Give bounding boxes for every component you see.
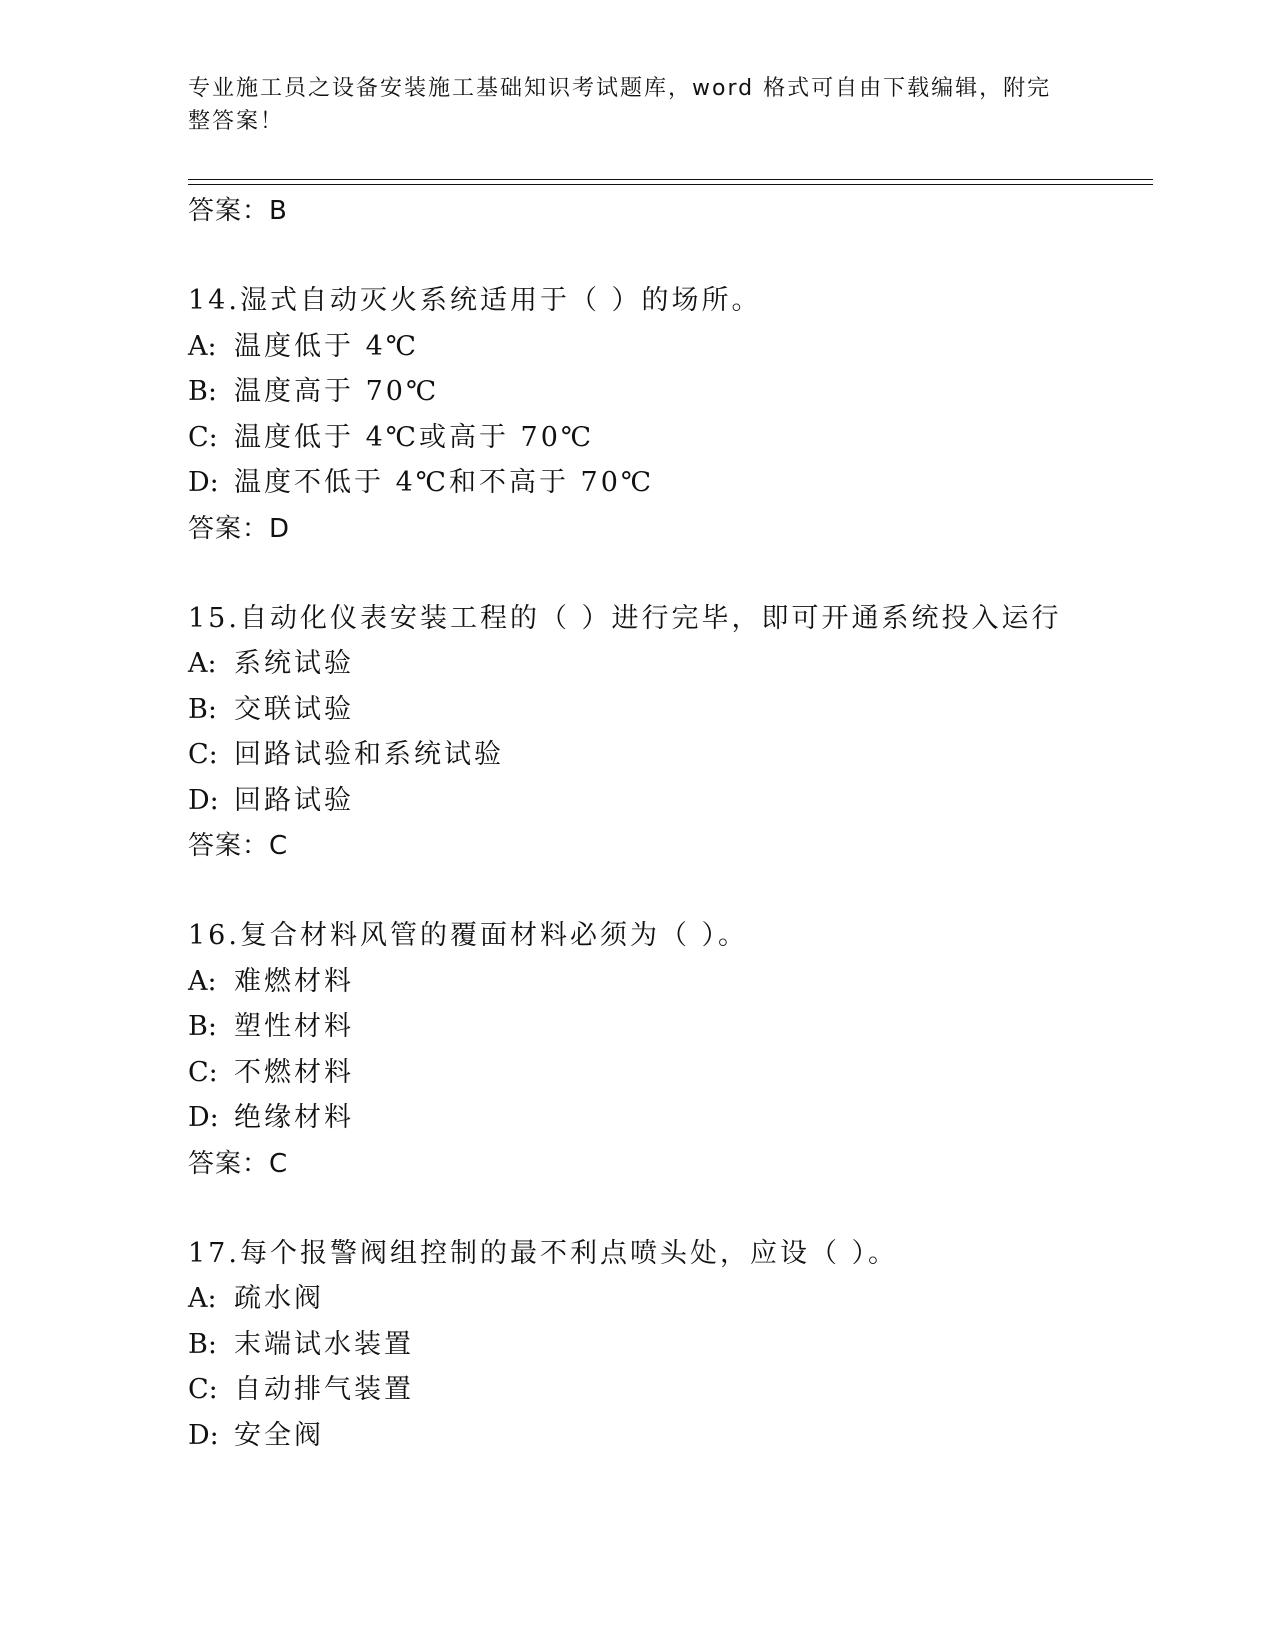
option-text: 回路试验和系统试验	[234, 739, 504, 770]
answer-line	[188, 823, 1148, 869]
header-rule-top	[188, 179, 1153, 180]
answer-label: 答案：	[188, 1148, 270, 1179]
option-line	[188, 1050, 1148, 1096]
question-list	[188, 188, 1148, 1458]
question-gap	[188, 869, 1148, 913]
question-text	[188, 278, 1148, 324]
answer-value: B	[269, 196, 288, 226]
option-text: 温度不低于 4℃和不高于 70℃	[234, 467, 655, 498]
option-letter: D:	[188, 1419, 219, 1451]
option-letter: C:	[188, 739, 218, 770]
question-block	[188, 596, 1148, 870]
question-stem: 湿式自动灭火系统适用于（ ）的场所。	[239, 285, 762, 316]
option-letter: A:	[188, 648, 217, 679]
option-line	[188, 1322, 1148, 1368]
question-block	[188, 278, 1148, 552]
option-letter: D:	[188, 784, 219, 816]
option-line	[188, 1004, 1148, 1050]
questions-container	[188, 234, 1148, 1458]
answer-label: 答案：	[188, 196, 270, 226]
document-header: 专业施工员之设备安装施工基础知识考试题库，word 格式可自由下载编辑，附完整答案！	[188, 76, 1052, 134]
question-gap	[188, 234, 1148, 278]
answer-line	[188, 1141, 1148, 1187]
answer-label: 答案：	[188, 831, 270, 861]
option-text: 温度低于 4℃	[234, 330, 419, 362]
option-text: 疏水阀	[234, 1283, 324, 1314]
option-line	[188, 324, 1148, 370]
option-line	[188, 415, 1148, 461]
option-text: 温度低于 4℃或高于 70℃	[234, 421, 595, 453]
answer-line	[188, 188, 1148, 234]
option-letter: B:	[188, 376, 217, 407]
question-text	[188, 1231, 1148, 1277]
answer-label: 答案：	[188, 513, 270, 544]
option-line	[188, 959, 1148, 1005]
option-text: 自动排气装置	[234, 1374, 414, 1405]
option-letter: C:	[188, 421, 218, 453]
option-text: 末端试水装置	[234, 1328, 414, 1360]
question-block	[188, 1231, 1148, 1459]
question-gap	[188, 552, 1148, 596]
answer-value: C	[269, 831, 289, 861]
option-letter: B:	[188, 1328, 217, 1360]
answer-line	[188, 506, 1148, 552]
option-line	[188, 641, 1148, 687]
question-text	[188, 913, 1148, 959]
option-text: 绝缘材料	[234, 1102, 354, 1133]
option-letter: B:	[188, 693, 217, 725]
answer-value: C	[269, 1148, 289, 1179]
option-text: 不燃材料	[234, 1056, 354, 1088]
question-stem: 每个报警阀组控制的最不利点喷头处，应设（ ）。	[239, 1237, 899, 1269]
option-line	[188, 1276, 1148, 1322]
option-line	[188, 778, 1148, 824]
option-letter: C:	[188, 1374, 218, 1405]
question-stem: 自动化仪表安装工程的（ ）进行完毕，即可开通系统投入运行	[239, 602, 1062, 634]
option-line	[188, 687, 1148, 733]
question-number: 17.	[188, 1237, 240, 1269]
question-number: 16.	[188, 920, 240, 951]
option-line	[188, 1413, 1148, 1459]
option-letter: C:	[188, 1056, 218, 1088]
answer-value: D	[269, 513, 291, 544]
option-text: 难燃材料	[234, 965, 354, 997]
option-letter: A:	[188, 1283, 217, 1314]
option-text: 回路试验	[234, 784, 354, 816]
option-text: 系统试验	[234, 648, 354, 679]
option-line	[188, 1367, 1148, 1413]
option-letter: A:	[188, 330, 217, 362]
option-line	[188, 460, 1148, 506]
question-number: 15.	[188, 602, 240, 634]
question-stem: 复合材料风管的覆面材料必须为（ ）。	[239, 920, 749, 951]
option-letter: B:	[188, 1011, 217, 1042]
option-letter: D:	[188, 467, 219, 498]
header-rule-bottom	[188, 184, 1153, 185]
option-line	[188, 732, 1148, 778]
question-number: 14.	[188, 285, 240, 316]
option-line	[188, 1095, 1148, 1141]
question-block	[188, 913, 1148, 1187]
option-text: 交联试验	[234, 693, 354, 725]
option-letter: D:	[188, 1102, 219, 1133]
option-text: 塑性材料	[234, 1011, 354, 1042]
option-text: 温度高于 70℃	[234, 376, 440, 407]
option-text: 安全阀	[234, 1419, 324, 1451]
option-line	[188, 369, 1148, 415]
question-text	[188, 596, 1148, 642]
option-letter: A:	[188, 965, 217, 997]
question-gap	[188, 1187, 1148, 1231]
